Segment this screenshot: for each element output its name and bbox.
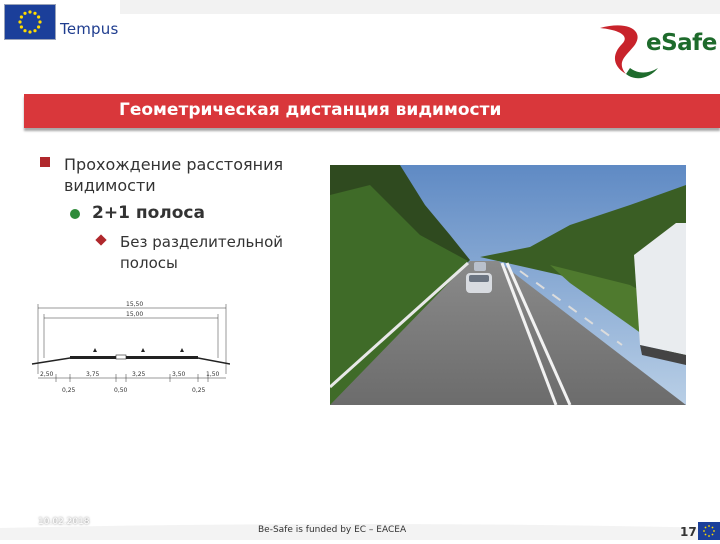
square-bullet-icon xyxy=(40,157,50,167)
dim-lane-3: 3,25 xyxy=(132,371,146,378)
header-band xyxy=(120,0,720,14)
bullet-level-1: Прохождение расстояния видимости xyxy=(64,155,284,195)
circle-bullet-icon xyxy=(70,209,80,219)
footer-funding-note: Be-Safe is funded by EC – EACEA xyxy=(258,525,407,535)
bullet-level-2: 2+1 полоса xyxy=(92,203,205,223)
road-photo xyxy=(330,165,686,405)
slide-title: Геометрическая дистанция видимости xyxy=(119,100,502,120)
dim-lane-2: 3,75 xyxy=(86,371,100,378)
eu-flag-icon xyxy=(4,4,56,40)
title-bar xyxy=(24,94,720,128)
page-number: 17 xyxy=(680,525,697,539)
dim-marking-2: 0,50 xyxy=(114,387,128,394)
dim-marking-1: 0,25 xyxy=(62,387,76,394)
esafe-wordmark: eSafe xyxy=(646,30,717,56)
bullet-level-3: Без разделительной полосы xyxy=(120,233,284,272)
dim-inner-width: 15,00 xyxy=(126,311,144,318)
dim-marking-3: 0,25 xyxy=(192,387,206,394)
road-cross-section-diagram xyxy=(30,296,230,401)
diamond-bullet-icon xyxy=(95,234,106,245)
dim-lane-1: 2,50 xyxy=(40,371,54,378)
dim-lane-5: 1,50 xyxy=(206,371,220,378)
dim-lane-4: 3,50 xyxy=(172,371,186,378)
tempus-label: Tempus xyxy=(60,20,119,38)
footer-date: 10.02.2018 xyxy=(38,517,90,527)
eu-flag-small-icon xyxy=(698,522,720,540)
dim-total-width: 15,50 xyxy=(126,301,144,308)
